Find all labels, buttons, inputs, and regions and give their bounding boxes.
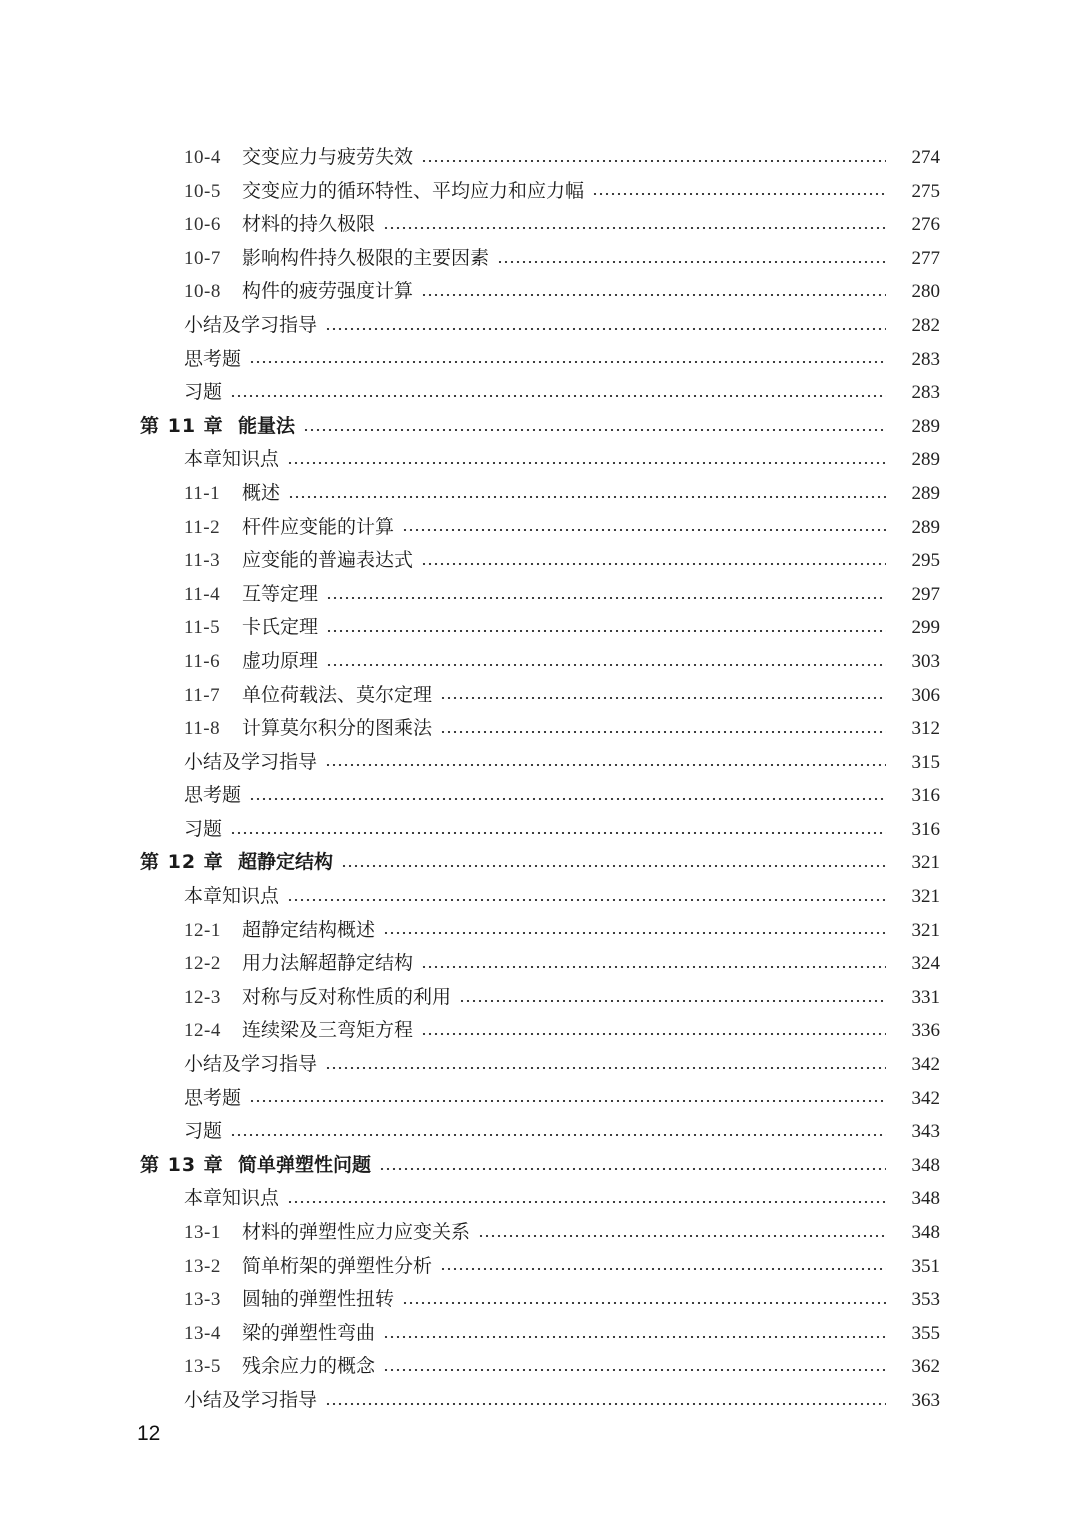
toc-entry: [0, 1283, 1080, 1317]
page-ref: 277: [911, 247, 940, 269]
dot-leader: [421, 563, 886, 565]
section-title: 本章知识点: [184, 885, 280, 908]
dot-leader: [497, 261, 886, 263]
page-ref: 342: [911, 1087, 940, 1109]
toc-entry: [0, 208, 1080, 242]
dot-leader: [287, 1201, 886, 1203]
page-ref: 331: [911, 986, 940, 1008]
toc-entry: [0, 477, 1080, 511]
dot-leader: [326, 630, 886, 632]
section-title: 圆轴的弹塑性扭转: [242, 1288, 395, 1311]
section-title: 交变应力的循环特性、平均应力和应力幅: [242, 179, 585, 202]
section-title: 本章知识点: [184, 1187, 280, 1210]
section-number: 13-3: [184, 1289, 221, 1311]
dot-leader: [459, 1000, 886, 1002]
page-ref: 289: [911, 516, 940, 538]
page-ref: 283: [911, 382, 940, 404]
chapter-number: 第 11 章: [140, 414, 224, 437]
toc-entry: [0, 611, 1080, 645]
toc-entry: [0, 1350, 1080, 1384]
dot-leader: [325, 1403, 886, 1405]
toc-entry: [0, 914, 1080, 948]
page-ref: 312: [911, 718, 940, 740]
toc-entry: [0, 981, 1080, 1015]
section-title: 超静定结构概述: [242, 918, 376, 941]
section-title: 习题: [184, 381, 223, 404]
dot-leader: [230, 395, 886, 397]
section-title: 对称与反对称性质的利用: [242, 985, 452, 1008]
section-title: 小结及学习指导: [184, 750, 318, 773]
section-number: 11-8: [184, 718, 221, 740]
toc-entry: [0, 141, 1080, 175]
section-number: 12-3: [184, 986, 221, 1008]
page-ref: 299: [911, 617, 940, 639]
toc-entry: [0, 746, 1080, 780]
page-ref: 280: [911, 281, 940, 303]
dot-leader: [326, 664, 886, 666]
page-ref: 336: [911, 1020, 940, 1042]
dot-leader: [249, 798, 886, 800]
dot-leader: [592, 193, 886, 195]
section-title: 梁的弹塑性弯曲: [242, 1321, 376, 1344]
section-title: 习题: [184, 817, 223, 840]
dot-leader: [440, 1268, 886, 1270]
section-title: 小结及学习指导: [184, 313, 318, 336]
section-number: 13-5: [184, 1356, 221, 1378]
section-title: 习题: [184, 1120, 223, 1143]
toc-entry: [0, 275, 1080, 309]
page-ref: 324: [911, 953, 940, 975]
section-title: 小结及学习指导: [184, 1053, 318, 1076]
dot-leader: [303, 429, 886, 431]
toc-chapter-entry: [0, 846, 1080, 880]
toc-entry: [0, 712, 1080, 746]
page-ref: 316: [911, 785, 940, 807]
section-title: 小结及学习指导: [184, 1388, 318, 1411]
section-number: 12-2: [184, 953, 221, 975]
dot-leader: [421, 160, 886, 162]
section-title: 简单桁架的弹塑性分析: [242, 1254, 433, 1277]
section-title: 连续梁及三弯矩方程: [242, 1019, 414, 1042]
section-title: 计算莫尔积分的图乘法: [242, 717, 433, 740]
section-number: 11-7: [184, 684, 221, 706]
toc-entry: [0, 242, 1080, 276]
section-title: 思考题: [184, 784, 242, 807]
dot-leader: [230, 1134, 886, 1136]
page-ref: 321: [911, 886, 940, 908]
page-ref: 274: [911, 147, 940, 168]
dot-leader: [287, 899, 886, 901]
page-ref: 276: [911, 214, 940, 236]
section-number: 10-6: [184, 214, 221, 236]
page-ref: 297: [911, 583, 940, 605]
toc-entry: [0, 175, 1080, 209]
section-number: 11-4: [184, 583, 221, 605]
toc-entry: [0, 880, 1080, 914]
page-ref: 283: [911, 348, 940, 370]
section-title: 思考题: [184, 347, 242, 370]
section-title: 互等定理: [242, 582, 319, 605]
dot-leader: [383, 1336, 886, 1338]
chapter-number: 第 12 章: [140, 851, 224, 874]
toc-chapter-entry: [0, 410, 1080, 444]
toc-entry: [0, 1216, 1080, 1250]
page-ref: 355: [911, 1322, 940, 1344]
section-number: 13-4: [184, 1322, 221, 1344]
section-number: 10-8: [184, 281, 221, 303]
page-ref: 289: [911, 482, 940, 504]
toc-entry: [0, 511, 1080, 545]
page-ref: 306: [911, 684, 940, 706]
section-title: 交变应力与疲劳失效: [242, 146, 414, 168]
dot-leader: [402, 529, 886, 531]
section-number: 12-4: [184, 1020, 221, 1042]
dot-leader: [379, 1168, 886, 1170]
section-title: 杆件应变能的计算: [242, 515, 395, 538]
toc-entry: [0, 947, 1080, 981]
toc-entry: [0, 645, 1080, 679]
chapter-title: 简单弹塑性问题: [238, 1153, 372, 1176]
toc-entry: [0, 779, 1080, 813]
dot-leader: [249, 1100, 886, 1102]
toc-entry: [0, 1250, 1080, 1284]
dot-leader: [325, 1067, 886, 1069]
page-ref: 348: [911, 1222, 940, 1243]
dot-leader: [421, 294, 886, 296]
section-number: 10-5: [184, 180, 221, 202]
section-title: 概述: [242, 481, 281, 504]
dot-leader: [440, 697, 886, 699]
toc-entry: [0, 343, 1080, 377]
toc-entry: [0, 309, 1080, 343]
page-ref: 295: [911, 550, 940, 572]
toc-entry: [0, 1182, 1080, 1216]
dot-leader: [383, 227, 886, 229]
chapter-title: 超静定结构: [238, 851, 334, 874]
dot-leader: [421, 1033, 886, 1035]
section-number: 12-1: [184, 919, 221, 941]
page-ref: 343: [911, 1121, 940, 1143]
page-ref: 282: [911, 314, 940, 336]
dot-leader: [249, 361, 886, 363]
page-ref: 363: [911, 1389, 940, 1411]
page-ref: 303: [911, 650, 940, 672]
chapter-title: 能量法: [238, 414, 296, 437]
dot-leader: [287, 462, 886, 464]
page-ref: 316: [911, 818, 940, 840]
section-title: 残余应力的概念: [242, 1355, 376, 1378]
section-title: 应变能的普遍表达式: [242, 549, 414, 572]
page-number: 12: [137, 1422, 161, 1445]
dot-leader: [325, 328, 886, 330]
dot-leader: [383, 1369, 886, 1371]
section-title: 本章知识点: [184, 448, 280, 471]
section-number: 13-2: [184, 1255, 221, 1277]
toc-entry: [0, 376, 1080, 410]
section-number: 11-3: [184, 550, 221, 572]
page-ref: 321: [911, 852, 940, 874]
page-ref: 315: [911, 751, 940, 773]
toc-entry: [0, 1014, 1080, 1048]
page-ref: 362: [911, 1356, 940, 1378]
page-ref: 353: [911, 1289, 940, 1311]
section-number: 13-1: [184, 1222, 221, 1243]
page-ref: 351: [911, 1255, 940, 1277]
toc-entry: [0, 1082, 1080, 1116]
page-ref: 348: [911, 1154, 940, 1176]
dot-leader: [341, 865, 886, 867]
section-number: 11-1: [184, 482, 221, 504]
section-title: 构件的疲劳强度计算: [242, 280, 414, 303]
dot-leader: [421, 966, 886, 968]
page-ref: 289: [911, 415, 940, 437]
dot-leader: [478, 1235, 886, 1237]
section-title: 虚功原理: [242, 649, 319, 672]
table-of-contents: [0, 141, 1080, 1418]
page-ref: 342: [911, 1054, 940, 1076]
section-title: 单位荷载法、莫尔定理: [242, 683, 433, 706]
toc-entry: [0, 443, 1080, 477]
dot-leader: [230, 832, 886, 834]
section-number: 10-7: [184, 247, 221, 269]
section-number: 11-5: [184, 617, 221, 639]
section-title: 卡氏定理: [242, 616, 319, 639]
toc-entry: [0, 1115, 1080, 1149]
toc-entry: [0, 578, 1080, 612]
toc-entry: [0, 544, 1080, 578]
page-ref: 289: [911, 449, 940, 471]
toc-entry: [0, 1317, 1080, 1351]
toc-chapter-entry: [0, 1149, 1080, 1183]
toc-entry: [0, 813, 1080, 847]
page-ref: 348: [911, 1188, 940, 1210]
section-title: 影响构件持久极限的主要因素: [242, 246, 490, 269]
dot-leader: [402, 1302, 886, 1304]
dot-leader: [288, 496, 886, 498]
section-number: 10-4: [184, 147, 221, 168]
dot-leader: [326, 597, 886, 599]
chapter-number: 第 13 章: [140, 1153, 224, 1176]
dot-leader: [440, 731, 886, 733]
dot-leader: [383, 932, 886, 934]
section-title: 思考题: [184, 1086, 242, 1109]
toc-entry: [0, 1048, 1080, 1082]
toc-entry: [0, 1384, 1080, 1418]
page-ref: 321: [911, 919, 940, 941]
dot-leader: [325, 764, 886, 766]
section-title: 用力法解超静定结构: [242, 952, 414, 975]
section-title: 材料的弹塑性应力应变关系: [242, 1221, 471, 1243]
section-number: 11-2: [184, 516, 221, 538]
toc-entry: [0, 679, 1080, 713]
section-title: 材料的持久极限: [242, 213, 376, 236]
section-number: 11-6: [184, 650, 221, 672]
page-ref: 275: [911, 180, 940, 202]
